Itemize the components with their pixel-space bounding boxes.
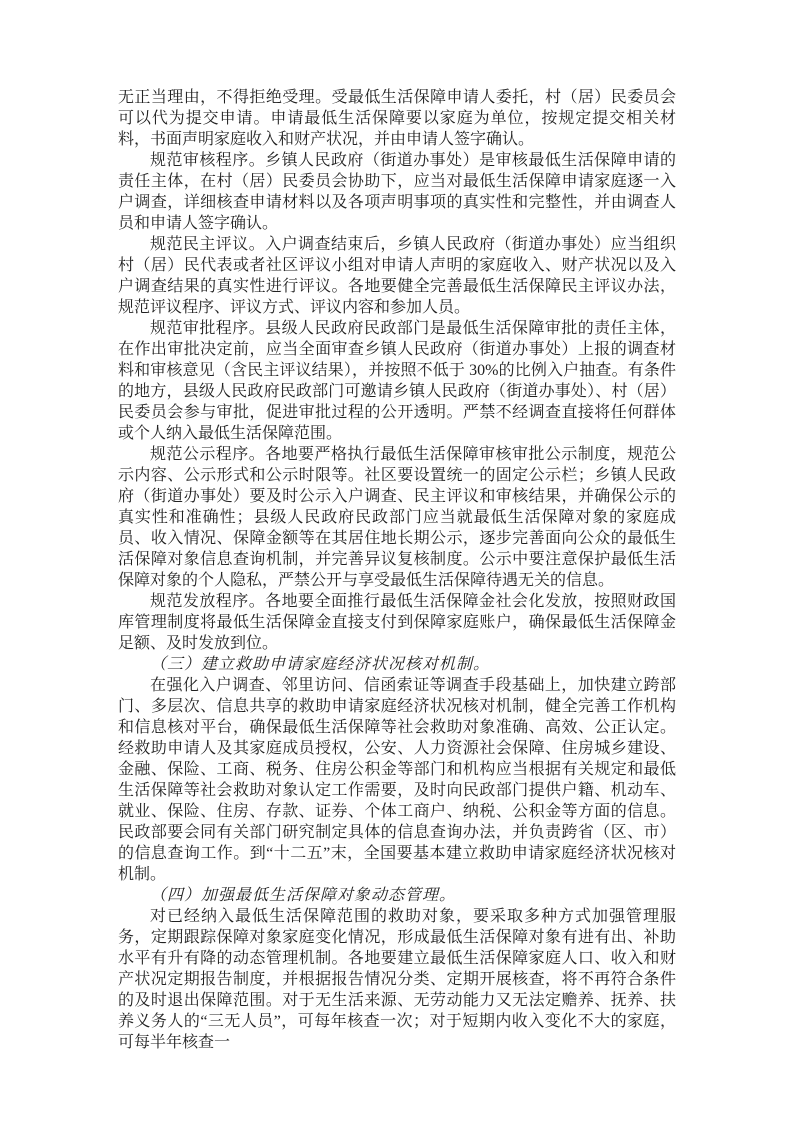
paragraph-publicity-procedure: 规范公示程序。各地要严格执行最低生活保障审核审批公示制度，规范公示内容、公示形式和公示时限等。社区要设置统一的固定公示栏；乡镇人民政府（街道办事处）要及时公示入户调查、民主评议和审核结果，并确保公示的真实性和准确性；县级人民政府民政部门应当就最低生活保障对象的家庭成员、收入情况、保障金额等在其居住地长期公示，逐步完善面向公众的最低生活保障对象信息查询机制，并完善异议复核制度。公示中要注意保护最低生活保障对象的个人隐私，严禁公开与享受最低生活保障待遇无关的信息。: [118, 446, 676, 589]
paragraph-verification-mechanism: 在强化入户调查、邻里访问、信函索证等调查手段基础上，加快建立跨部门、多层次、信息共享的救助申请家庭经济状况核对机制，健全完善工作机构和信息核对平台，确保最低生活保障等社会救助对象准确、高效、公正认定。经救助申请人及其家庭成员授权，公安、人力资源社会保障、住房城乡建设、金融、保险、工商、税务、住房公积金等部门和机构应当根据有关规定和最低生活保障等社会救助对象认定工作需要，及时向民政部门提供户籍、机动车、就业、保险、住房、存款、证券、个体工商户、纳税、公积金等方面的信息。民政部要会同有关部门研究制定具体的信息查询办法，并负责跨省（区、市）的信息查询工作。到“十二五”末，全国要基本建立救助申请家庭经济状况核对机制。: [118, 677, 676, 883]
paragraph-payment-procedure: 规范发放程序。各地要全面推行最低生活保障金社会化发放，按照财政国库管理制度将最低生活保障金直接支付到保障家庭账户，确保最低生活保障金足额、及时发放到位。: [118, 593, 676, 652]
paragraph-democratic-appraisal: 规范民主评议。入户调查结束后，乡镇人民政府（街道办事处）应当组织村（居）民代表或者社区评议小组对申请人声明的家庭收入、财产状况以及入户调查结果的真实性进行评议。各地要健全完善最低生活保障民主评议办法，规范评议程序、评议方式、评议内容和参加人员。: [118, 236, 676, 316]
paragraph-review-procedure: 规范审核程序。乡镇人民政府（街道办事处）是审核最低生活保障申请的责任主体，在村（居）民委员会协助下，应当对最低生活保障申请家庭逐一入户调查，详细核查申请材料以及各项声明事项的真实性和完整性，并由调查人员和申请人签字确认。: [118, 152, 676, 232]
paragraph-continuation: 无正当理由，不得拒绝受理。受最低生活保障申请人委托，村（居）民委员会可以代为提交申请。申请最低生活保障要以家庭为单位，按规定提交相关材料，书面声明家庭收入和财产状况，并由申请人签字确认。: [118, 89, 676, 148]
section-heading-4: （四）加强最低生活保障对象动态管理。: [150, 887, 457, 904]
document-body: [118, 87, 676, 1053]
paragraph-approval-procedure: 规范审批程序。县级人民政府民政部门是最低生活保障审批的责任主体，在作出审批决定前，应当全面审查乡镇人民政府（街道办事处）上报的调查材料和审核意见（含民主评议结果），并按照不低于 30%的比例入户抽查。有条件的地方，县级人民政府民政部门可邀请乡镇人民政府（街道办事处）、村（居）民委员会参与审批，促进审批过程的公开透明。严禁不经调查直接将任何群体或个人纳入最低生活保障范围。: [118, 320, 676, 442]
section-heading-3: （三）建立救助申请家庭经济状况核对机制。: [150, 656, 491, 673]
paragraph-dynamic-management: 对已经纳入最低生活保障范围的救助对象，要采取多种方式加强管理服务，定期跟踪保障对象家庭变化情况，形成最低生活保障对象有进有出、补助水平有升有降的动态管理机制。各地要建立最低生活保障家庭人口、收入和财产状况定期报告制度，并根据报告情况分类、定期开展核查，将不再符合条件的及时退出保障范围。对于无生活来源、无劳动能力又无法定赡养、抚养、扶养义务人的“三无人员”，可每年核查一次；对于短期内收入变化不大的家庭，可每半年核查一: [118, 908, 676, 1051]
